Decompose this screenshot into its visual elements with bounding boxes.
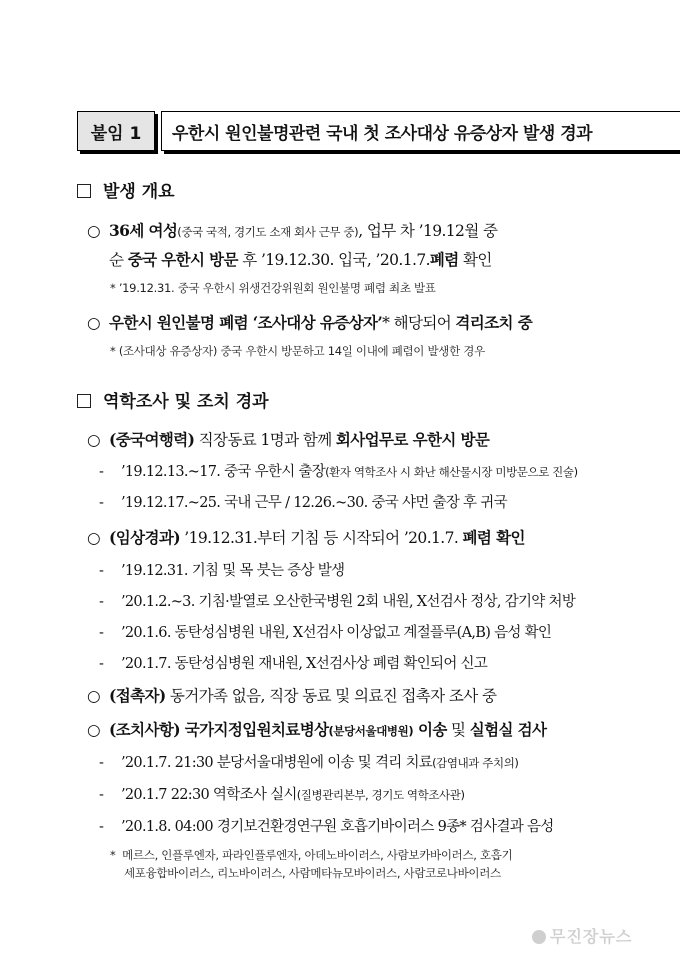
- title-label-box: [77, 111, 155, 151]
- dash-item: - ’20.1.7. 동탄성심병원 재내원, X선검사상 폐렴 확인되어 신고: [99, 656, 488, 672]
- circle-marker-icon: ○: [87, 721, 100, 739]
- footnote: * ’19.12.31. 중국 우한시 위생건강위원회 원인불명 폐렴 최초 발표: [110, 281, 436, 295]
- dash-item: - ’19.12.13.~17. 중국 우한시 출장(환자 역학조사 시 화난 해산물시장 미방문으로 진술): [99, 464, 578, 480]
- square-marker-icon: [77, 184, 91, 198]
- bullet-item: ○ 우한시 원인불명 폐렴 ‘조사대상 유증상자’* 해당되어 격리조치 중: [87, 313, 533, 332]
- circle-marker-icon: ○: [87, 529, 100, 547]
- watermark: 무진장뉴스: [532, 924, 632, 947]
- footnote: * (조사대상 유증상자) 중국 우한시 방문하고 14일 이내에 폐렴이 발생한 경우: [110, 344, 485, 358]
- bullet-item: ○ (중국여행력) 직장동료 1명과 함께 회사업무로 우한시 방문: [87, 430, 490, 449]
- circle-marker-icon: ○: [87, 222, 100, 240]
- bullet-item: ○ (접촉자) 동거가족 없음, 직장 동료 및 의료진 접촉자 조사 중: [87, 686, 497, 705]
- circle-marker-icon: ○: [87, 314, 100, 332]
- square-marker-icon: [77, 394, 91, 408]
- circle-marker-icon: ○: [87, 431, 100, 449]
- dash-item: - ’20.1.7 22:30 역학조사 실시(질병관리본부, 경기도 역학조사관): [99, 787, 465, 803]
- circle-marker-icon: ○: [87, 687, 100, 705]
- section-heading: 발생 개요: [77, 177, 175, 202]
- footnote-continuation: 세포융합바이러스, 리노바이러스, 사람메타뉴모바이러스, 사람코로나바이러스: [124, 866, 501, 880]
- dash-item: - ’20.1.2.~3. 기침·발열로 오산한국병원 2회 내원, X선검사 정상, 감기약 처방: [99, 594, 576, 610]
- title-text-box: [161, 111, 680, 151]
- watermark-logo-icon: [532, 930, 546, 944]
- section-heading: 역학조사 및 조치 경과: [77, 387, 269, 412]
- dash-item: - ’19.12.17.~25. 국내 근무 / 12.26.~30. 중국 샤먼 출장 후 귀국: [99, 495, 507, 511]
- footnote: * 메르스, 인플루엔자, 파라인플루엔자, 아데노바이러스, 사람보카바이러스, 호흡기: [110, 848, 513, 862]
- title-label: 붙임 1: [90, 123, 142, 144]
- bullet-item: ○ (임상경과) ’19.12.31.부터 기침 등 시작되어 ’20.1.7. 폐렴 확인: [87, 528, 525, 547]
- title-text: 우한시 원인불명관련 국내 첫 조사대상 유증상자 발생 경과: [172, 123, 593, 144]
- bullet-item: ○ 36세 여성(중국 국적, 경기도 소재 회사 근무 중), 업무 차 ’19.12월 중: [87, 221, 498, 240]
- dash-item: - ’20.1.8. 04:00 경기보건환경연구원 호흡기바이러스 9종* 검사결과 음성: [99, 819, 554, 835]
- bullet-continuation: 순 중국 우한시 방문 후 ’19.12.30. 입국, ’20.1.7.폐렴 확인: [109, 250, 492, 269]
- bullet-item: ○ (조치사항) 국가지정입원치료병상(분당서울대병원) 이송 및 실험실 검사: [87, 720, 547, 739]
- dash-item: - ’20.1.6. 동탄성심병원 내원, X선검사 이상없고 계절플루(A,B) 음성 확인: [99, 625, 552, 641]
- dash-item: - ’20.1.7. 21:30 분당서울대병원에 이송 및 격리 치료(감염내과 주치의): [99, 755, 519, 771]
- dash-item: - ’19.12.31. 기침 및 목 붓는 증상 발생: [99, 563, 345, 579]
